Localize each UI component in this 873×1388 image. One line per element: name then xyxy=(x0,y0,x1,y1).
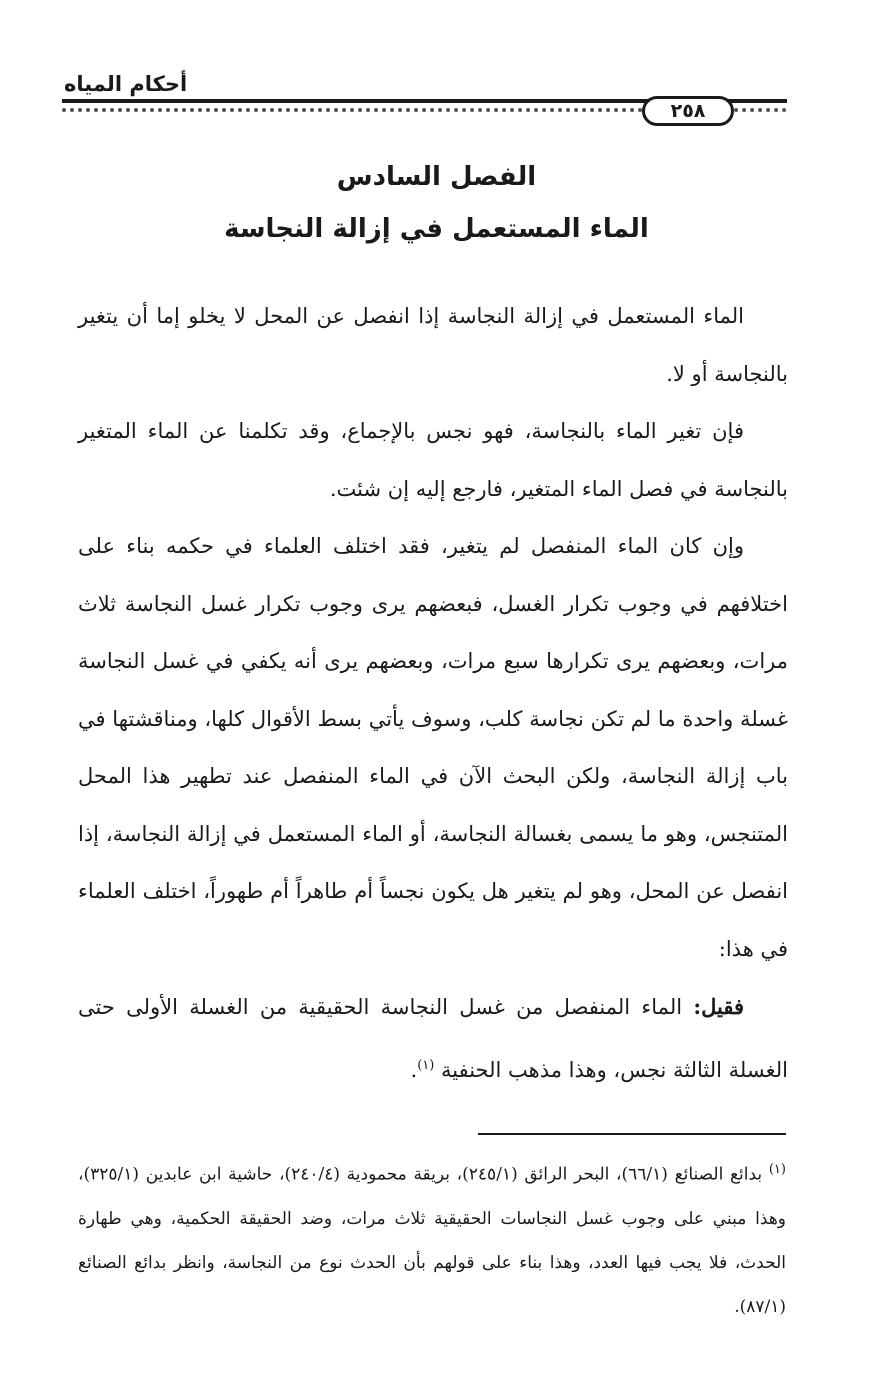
paragraph-end: . xyxy=(410,1057,418,1082)
chapter-heading: الفصل السادس xyxy=(336,162,537,192)
paragraph-text: فإن تغير الماء بالنجاسة، فهو نجس بالإجماع، وقد تكلمنا عن الماء المتغير بالنجاسة في فصل الماء المتغير، فارجع إليه إن شئت. xyxy=(78,419,788,501)
page-number-badge: ٢٥٨ xyxy=(642,96,734,126)
body-text xyxy=(78,288,788,1099)
paragraph-text: الماء المنفصل من غسل النجاسة الحقيقية من الغسلة الأولى حتى الغسلة الثالثة نجس، وهذا مذهب الحنفية xyxy=(78,995,788,1082)
paragraph-text: وإن كان الماء المنفصل لم يتغير، فقد اختلف العلماء في حكمه بناء على اختلافهم في وجوب تكرار الغسل، فبعضهم يرى وجوب تكرار غسل النجاسة ثلاث مرات، وبعضهم يرى تكرارها سبع مرات، وبعضهم يرى أنه يكفي في غسل النجاسة غسلة واحدة ما لم تكن نجاسة كلب، وسوف يأتي بسط الأقوال كلها، ومناقشتها في باب إزالة النجاسة، ولكن البحث الآن في الماء المنفصل عند تطهير هذا المحل المتنجس، وهو ما يسمى بغسالة النجاسة، أو الماء المستعمل في إزالة النجاسة، إذا انفصل عن المحل، وهو لم يتغير هل يكون نجساً أم طاهراً أم طهوراً، اختلف العلماء في هذا: xyxy=(78,534,788,961)
footnote-1 xyxy=(78,1148,786,1329)
footnotes xyxy=(78,1148,786,1329)
paragraph-4 xyxy=(78,978,788,1099)
paragraph-1 xyxy=(78,288,788,403)
paragraph-3 xyxy=(78,518,788,978)
footnote-text: بدائع الصنائع (٦٦/١)، البحر الرائق (٢٤٥/١)، بريقة محمودية (٢٤٠/٤)، حاشية ابن عابدين (٣٢٥/١)، وهذا مبني على وجوب غسل النجاسات الحقيقية ثلاث مرات، وضد الحقيقة الحكمية، وهي طهارة الحدث، فلا يجب فيها العدد، وهذا بناء على قولهم بأن الحدث نوع من النجاسة، وانظر بدائع الصنائع (٨٧/١). xyxy=(78,1164,786,1317)
paragraph-lead: فقيل: xyxy=(693,994,744,1019)
paragraph-text: الماء المستعمل في إزالة النجاسة إذا انفصل عن المحل لا يخلو إما أن يتغير بالنجاسة أو لا. xyxy=(78,304,788,386)
section-heading: الماء المستعمل في إزالة النجاسة xyxy=(224,214,649,244)
paragraph-2 xyxy=(78,403,788,518)
footnote-reference[interactable]: (١) xyxy=(417,1057,435,1073)
running-header-title: أحكام المياه xyxy=(64,72,188,96)
footnote-marker: (١) xyxy=(768,1162,786,1177)
footnote-separator xyxy=(478,1133,786,1135)
